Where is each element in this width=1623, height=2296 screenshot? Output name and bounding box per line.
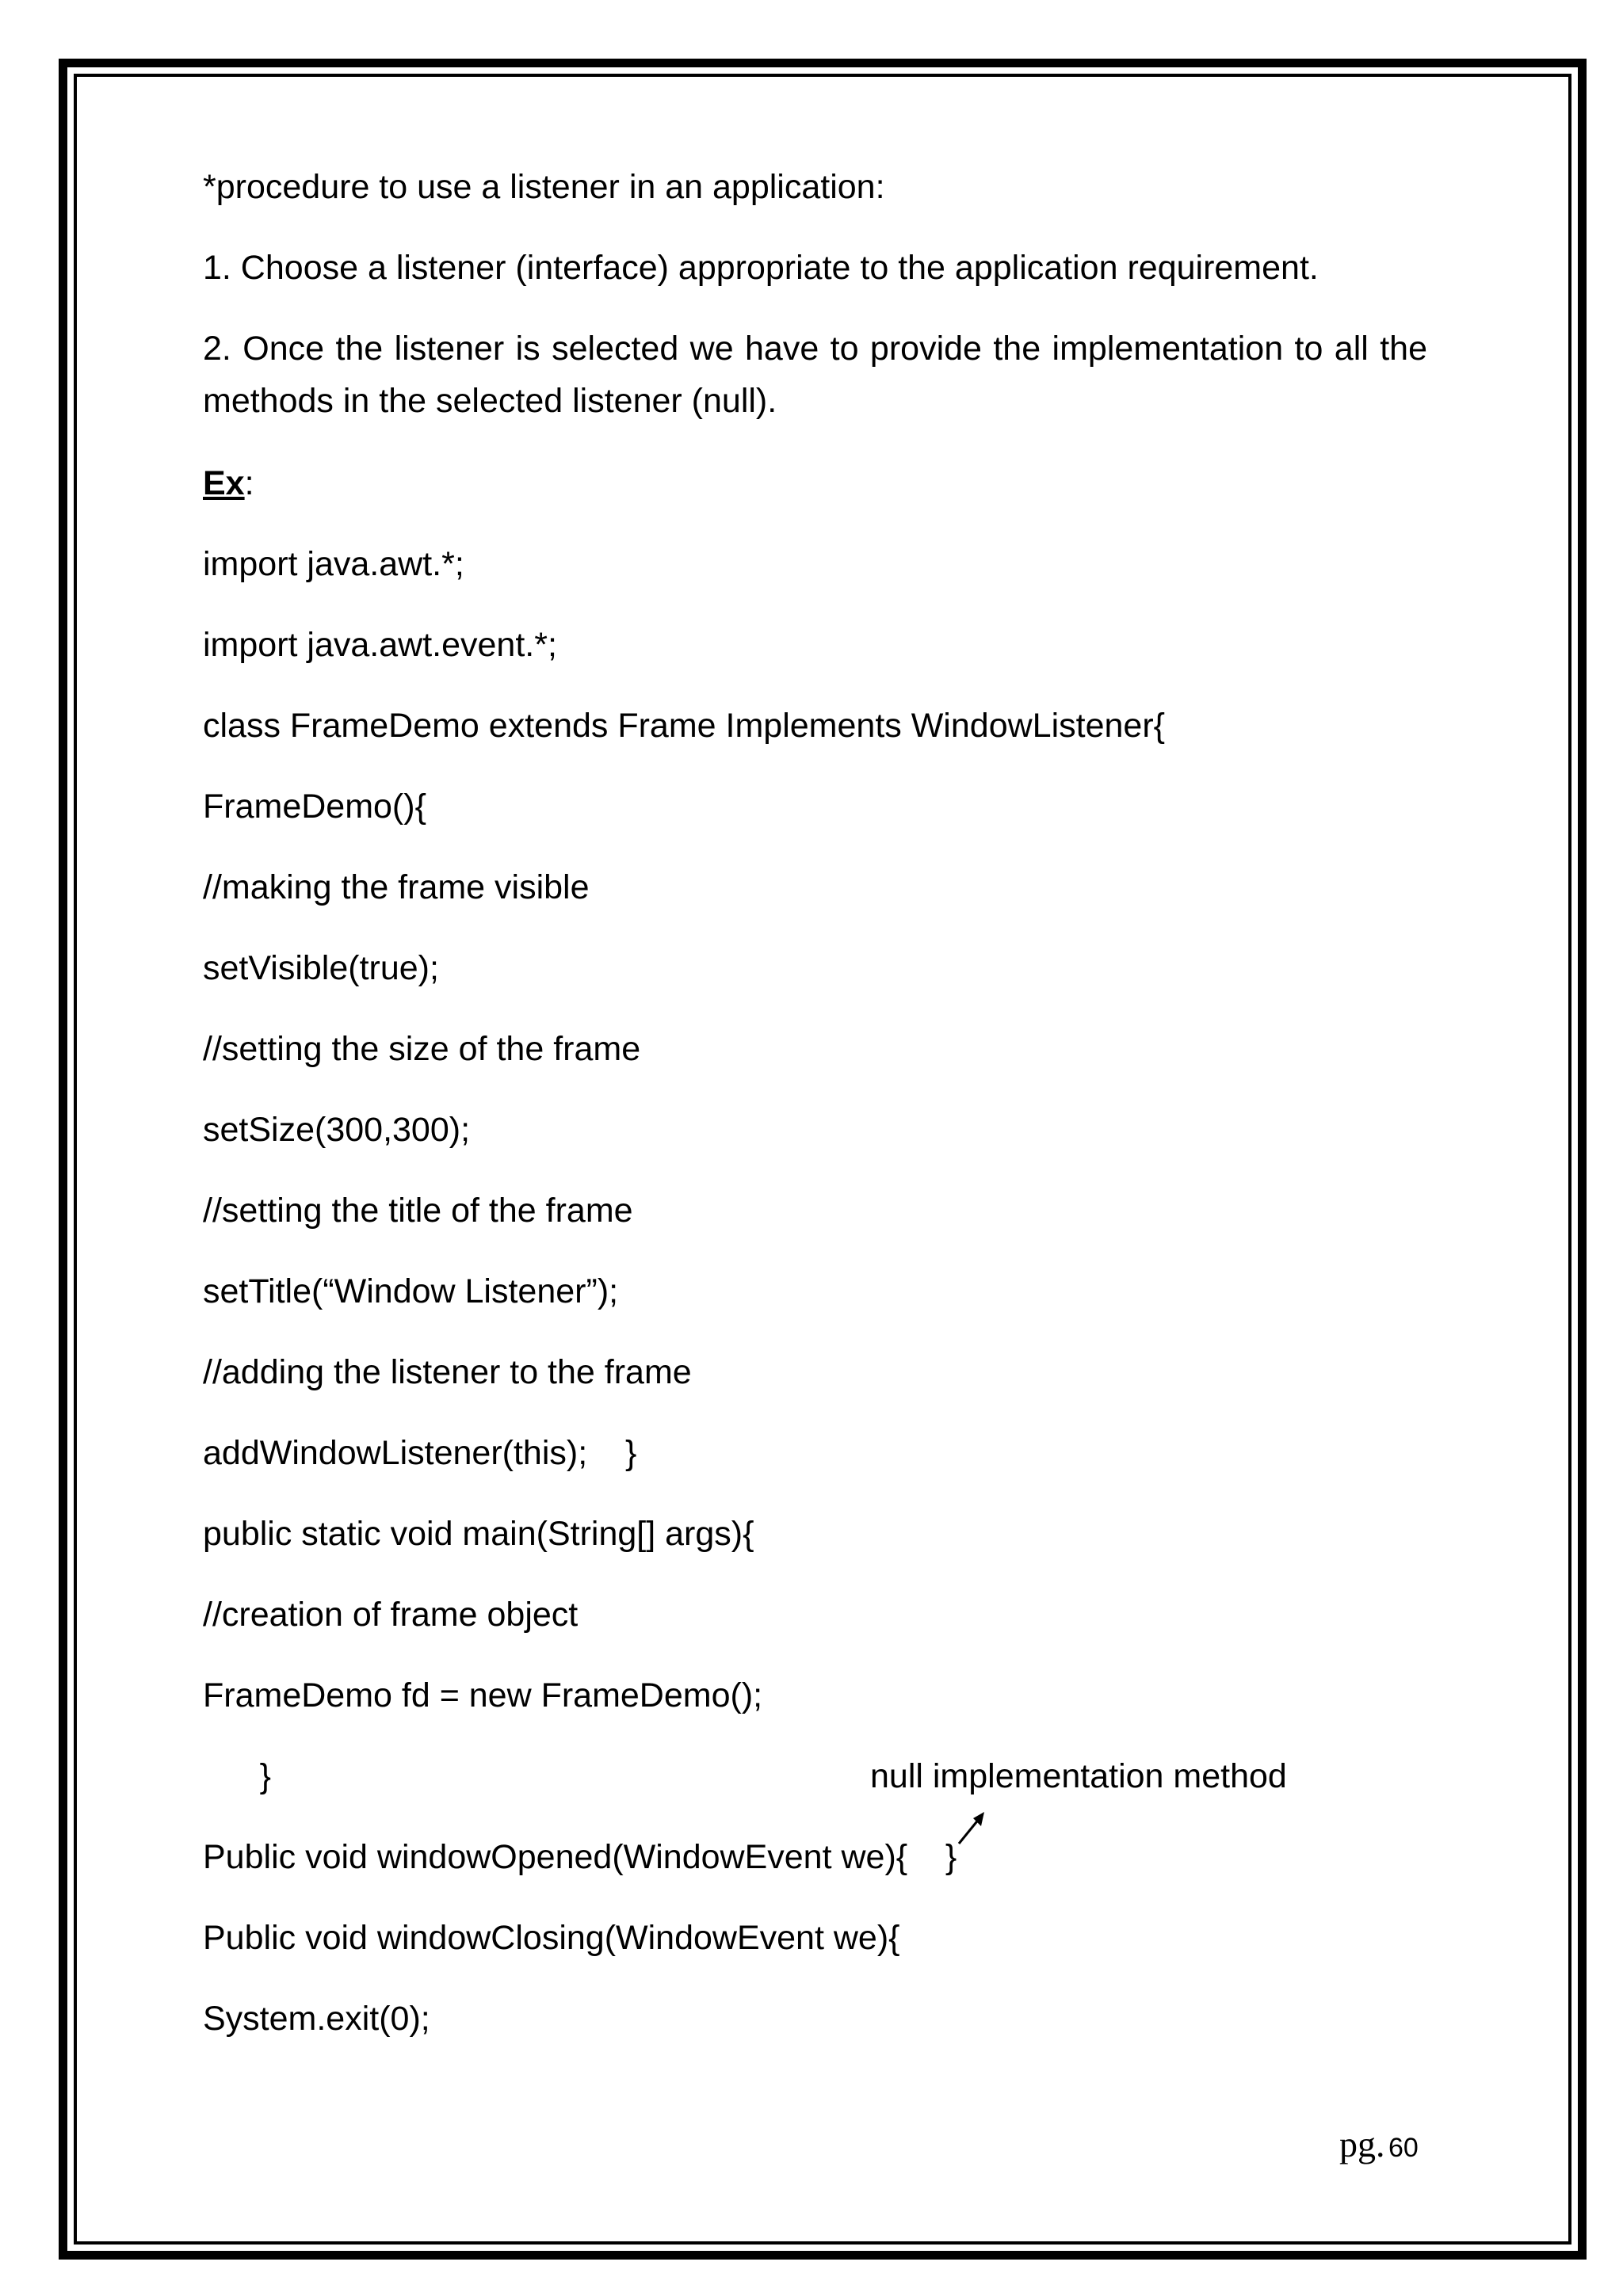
procedure-heading: *procedure to use a listener in an application: bbox=[203, 168, 885, 206]
code-line: //setting the title of the frame bbox=[203, 1192, 633, 1230]
example-label: Ex bbox=[203, 464, 245, 502]
code-line: import java.awt.event.*; bbox=[203, 626, 557, 664]
step-1: 1. Choose a listener (interface) appropriate to the application requirement. bbox=[203, 249, 1319, 287]
code-line: public static void main(String[] args){ bbox=[203, 1515, 754, 1553]
code-line: FrameDemo(){ bbox=[203, 788, 426, 826]
example-heading bbox=[203, 457, 254, 509]
page-number-footer bbox=[1339, 2123, 1419, 2165]
code-line: setTitle(“Window Listener”); bbox=[203, 1272, 619, 1310]
annotation-arrow-icon bbox=[956, 1809, 987, 1848]
code-line: setSize(300,300); bbox=[203, 1111, 471, 1149]
example-label-suffix: : bbox=[244, 464, 254, 502]
code-line: //creation of frame object bbox=[203, 1596, 579, 1634]
step-2: 2. Once the listener is selected we have to provide the implementation to all the methods in the selected listener (null). bbox=[203, 330, 1427, 420]
code-line: setVisible(true); bbox=[203, 949, 439, 987]
code-line: //adding the listener to the frame bbox=[203, 1353, 692, 1391]
code-line: FrameDemo fd = new FrameDemo(); bbox=[203, 1676, 763, 1714]
code-line: Public void windowOpened(WindowEvent we){ } bbox=[203, 1838, 957, 1876]
code-line: System.exit(0); bbox=[203, 2000, 430, 2038]
code-line: //making the frame visible bbox=[203, 868, 590, 906]
page-number: 60 bbox=[1388, 2133, 1419, 2163]
code-line: import java.awt.*; bbox=[203, 545, 464, 583]
code-line: addWindowListener(this); } bbox=[203, 1434, 637, 1472]
code-line: class FrameDemo extends Frame Implements WindowListener{ bbox=[203, 707, 1165, 745]
code-line: } bbox=[203, 1757, 272, 1795]
code-line: Public void windowClosing(WindowEvent we){ bbox=[203, 1919, 900, 1957]
null-implementation-annotation: null implementation method bbox=[870, 1757, 1287, 1795]
code-line: //setting the size of the frame bbox=[203, 1030, 641, 1068]
page-number-label: pg. bbox=[1339, 2124, 1385, 2164]
